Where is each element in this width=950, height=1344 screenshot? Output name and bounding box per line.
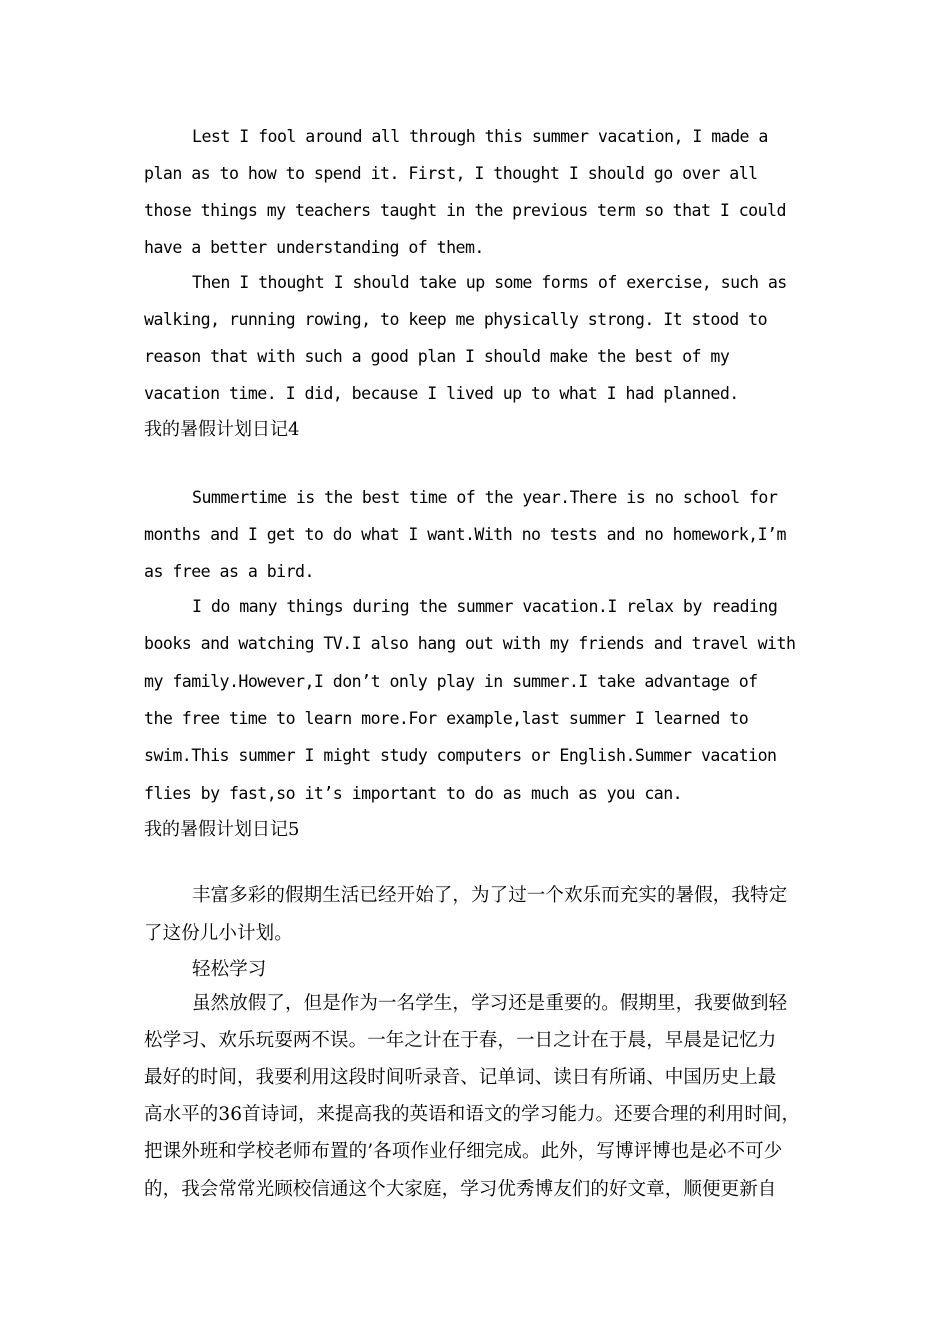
text-line: plan as to how to spend it. First, I thought I should go over all (144, 164, 758, 183)
text-line: 了这份儿小计划。 (144, 923, 293, 944)
text-line: swim.This summer I might study computers or English.Summer vacation (144, 746, 777, 765)
text-line: 的，我会常常光顾校信通这个大家庭，学习优秀博友们的好文章，顺便更新自 (144, 1179, 777, 1200)
text-line: 高水平的36首诗词，来提高我的英语和语文的学习能力。还要合理的利用时间， (144, 1104, 801, 1125)
text-line: reason that with such a good plan I should make the best of my (144, 347, 730, 366)
text-line: the free time to learn more.For example,last summer I learned to (144, 709, 749, 728)
text-line: 把课外班和学校老师布置的’各项作业仔细完成。此外，写博评博也是必不可少 (144, 1141, 783, 1162)
text-line: those things my teachers taught in the previous term so that I could (144, 201, 786, 220)
text-line: vacation time. I did, because I lived up to what I had planned. (144, 384, 739, 403)
section-heading: 我的暑假计划日记5 (144, 819, 300, 840)
text-line: 最好的时间，我要利用这段时间听录音、记单词、读日有所诵、中国历史上最 (144, 1067, 777, 1088)
text-line: 虽然放假了，但是作为一名学生，学习还是重要的。假期里，我要做到轻 (192, 993, 788, 1014)
subheading: 轻松学习 (192, 959, 267, 980)
text-line: books and watching TV.I also hang out with my friends and travel with (144, 634, 796, 653)
text-line: Lest I fool around all through this summer vacation, I made a (192, 127, 768, 146)
text-line: Summertime is the best time of the year.There is no school for (192, 488, 778, 507)
text-line: 丰富多彩的假期生活已经开始了，为了过一个欢乐而充实的暑假，我特定 (192, 885, 788, 906)
text-line: Then I thought I should take up some forms of exercise, such as (192, 273, 787, 292)
text-line: months and I get to do what I want.With no tests and no homework,I’m (144, 525, 786, 544)
text-line: have a better understanding of them. (144, 238, 484, 257)
text-line: walking, running rowing, to keep me physically strong. It stood to (144, 310, 768, 329)
text-line: my family.However,I don’t only play in summer.I take advantage of (144, 672, 758, 691)
text-line: I do many things during the summer vacation.I relax by reading (192, 597, 778, 616)
text-line: as free as a bird. (144, 562, 314, 581)
text-line: 松学习、欢乐玩耍两不误。一年之计在于春，一日之计在于晨，早晨是记忆力 (144, 1030, 777, 1051)
text-line: flies by fast,so it’s important to do as much as you can. (144, 784, 683, 803)
section-heading: 我的暑假计划日记4 (144, 419, 300, 440)
